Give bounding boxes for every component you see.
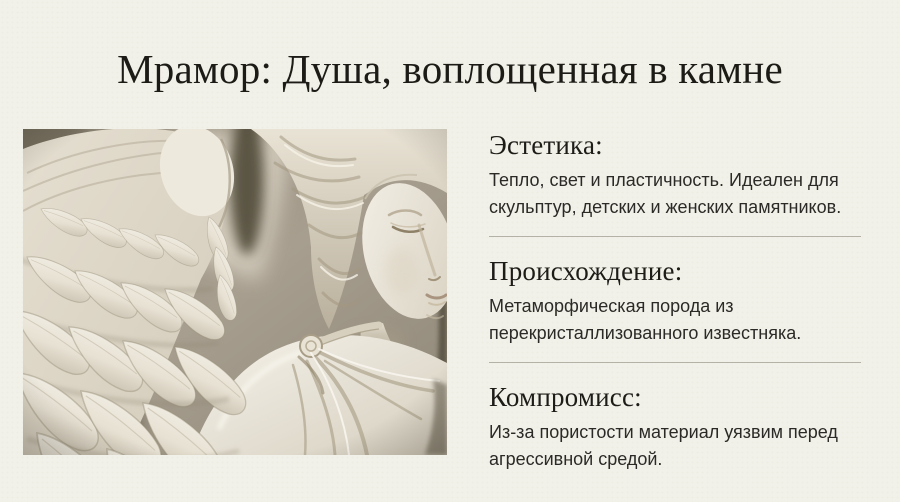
info-column — [489, 130, 861, 473]
divider — [489, 236, 861, 237]
section-origin — [489, 256, 861, 347]
section-tradeoff — [489, 382, 861, 473]
section-body: Тепло, свет и пластичность. Идеален для скульптур, детских и женских памятников. — [489, 170, 842, 217]
section-heading: Происхождение: — [489, 256, 683, 286]
section-aesthetics — [489, 130, 861, 221]
section-heading: Эстетика: — [489, 130, 603, 160]
section-body: Метаморфическая порода из перекристаллизованного известняка. — [489, 296, 802, 343]
divider — [489, 362, 861, 363]
section-body: Из-за пористости материал уязвим перед агрессивной средой. — [489, 422, 838, 469]
page-title: Мрамор: Душа, воплощенная в камне — [117, 46, 783, 92]
statue-photo — [23, 129, 447, 455]
marble-angel-illustration — [23, 129, 447, 455]
section-heading: Компромисс: — [489, 382, 642, 412]
